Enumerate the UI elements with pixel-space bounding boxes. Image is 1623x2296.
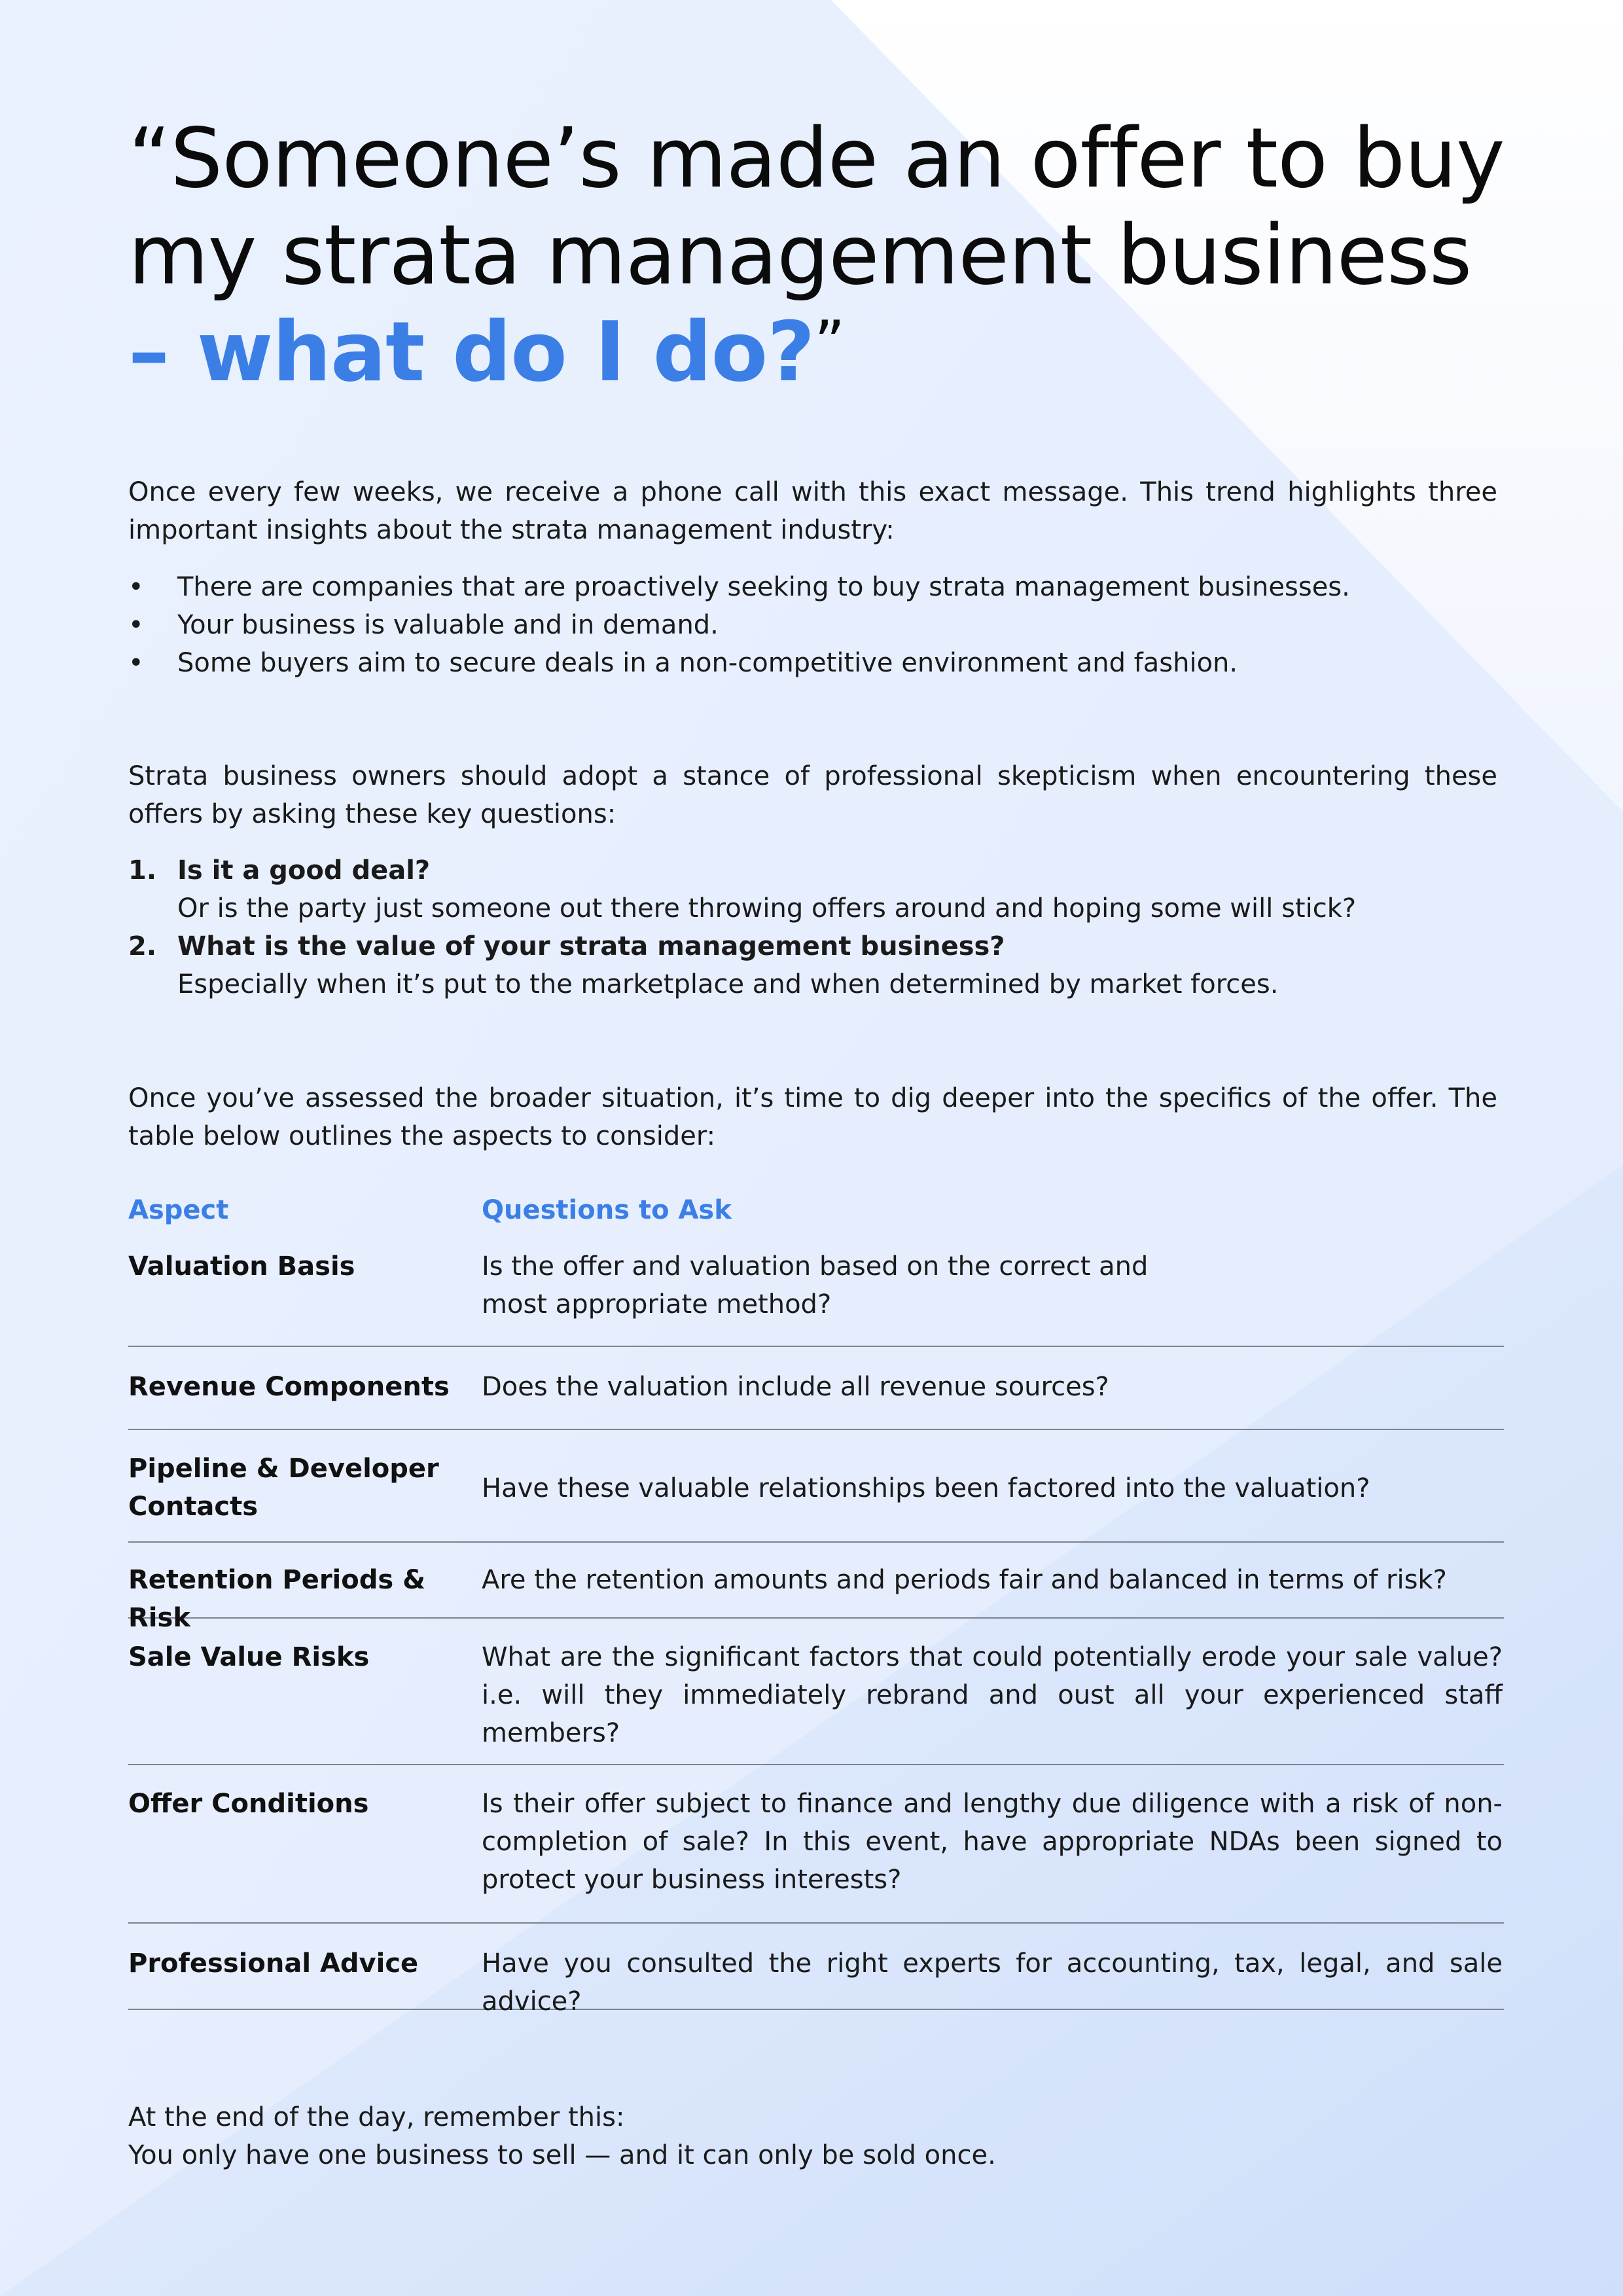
question-cell: What are the significant factors that could potentially erode your sale value? i.e. will they immediately rebrand and oust all your experienced staff members?	[482, 1642, 1503, 1748]
insight-list	[128, 568, 1503, 682]
question-cell: Is their offer subject to finance and lengthy due diligence with a risk of non-completion of sale? In this event, have appropriate NDAs been signed to protect your business interests?	[482, 1789, 1503, 1895]
table-row	[128, 1765, 1504, 1924]
table-row	[128, 1543, 1504, 1633]
aspect-cell: Revenue Components	[128, 1372, 450, 1402]
header-questions: Questions to Ask	[482, 1195, 732, 1225]
closing-note	[128, 2098, 1503, 2174]
aspect-cell: Professional Advice	[128, 1948, 419, 1979]
page-title	[128, 110, 1568, 401]
aspects-table	[128, 1191, 1504, 2017]
question-line: most appropriate method?	[482, 1289, 832, 1319]
key-question-detail: Especially when it’s put to the marketplace and when determined by market forces.	[177, 969, 1279, 999]
list-item-text: There are companies that are proactively seeking to buy strata management businesses.	[177, 572, 1350, 602]
question-cell: Does the valuation include all revenue sources?	[482, 1372, 1109, 1402]
table-header	[128, 1191, 1504, 1233]
table-row	[128, 1619, 1504, 1765]
table-row	[128, 1233, 1504, 1347]
title-line-1: “Someone’s made an offer to buy	[128, 110, 1505, 206]
list-item	[128, 568, 1503, 606]
bullet-icon: •	[128, 648, 144, 678]
aspect-cell: Valuation Basis	[128, 1251, 355, 1282]
table-row	[128, 1924, 1504, 2017]
aspect-line: Pipeline & Developer	[128, 1454, 439, 1484]
intro-paragraph: Once every few weeks, we receive a phone call with this exact message. This trend highlights three important insights about the strata management industry:	[128, 477, 1497, 545]
list-item	[128, 852, 1503, 927]
list-item-text: Your business is valuable and in demand.	[177, 610, 719, 640]
list-item-text: Some buyers aim to secure deals in a non-competitive environment and fashion.	[177, 648, 1238, 678]
title-accent: – what do I do?	[128, 304, 815, 400]
question-line: Is the offer and valuation based on the correct and	[482, 1251, 1149, 1282]
table-row	[128, 1347, 1504, 1430]
title-line-2: my strata management business	[128, 207, 1472, 303]
aspect-cell: Sale Value Risks	[128, 1642, 370, 1672]
key-questions-list	[128, 852, 1503, 1003]
list-item	[128, 644, 1503, 682]
item-number: 1.	[128, 855, 157, 886]
aspect-cell: Retention Periods & Risk	[128, 1565, 425, 1633]
bullet-icon: •	[128, 572, 144, 602]
closing-line-2: You only have one business to sell — and it can only be sold once.	[128, 2140, 996, 2170]
table-row	[128, 1430, 1504, 1543]
question-cell: Are the retention amounts and periods fair and balanced in terms of risk?	[482, 1565, 1447, 1595]
question-cell: Have you consulted the right experts for accounting, tax, legal, and sale advice?	[482, 1948, 1503, 2017]
list-item	[128, 927, 1503, 1003]
key-question-detail: Or is the party just someone out there throwing offers around and hoping some will stick?	[177, 893, 1357, 924]
aspect-cell	[128, 1450, 482, 1541]
item-number: 2.	[128, 931, 157, 961]
closing-line-1: At the end of the day, remember this:	[128, 2102, 625, 2132]
key-question: Is it a good deal?	[177, 855, 431, 886]
aspect-line: Contacts	[128, 1492, 259, 1522]
header-aspect: Aspect	[128, 1195, 229, 1225]
key-question: What is the value of your strata management business?	[177, 931, 1005, 961]
question-cell: Have these valuable relationships been factored into the valuation?	[482, 1473, 1370, 1503]
question-cell	[482, 1247, 1503, 1346]
bullet-icon: •	[128, 610, 144, 640]
aspect-cell: Offer Conditions	[128, 1789, 369, 1819]
table-intro-paragraph: Once you’ve assessed the broader situation, it’s time to dig deeper into the specifics of the offer. The table below outlines the aspects to consider:	[128, 1083, 1497, 1151]
questions-paragraph: Strata business owners should adopt a stance of professional skepticism when encountering these offers by asking these key questions:	[128, 761, 1497, 829]
title-close-quote: ”	[814, 308, 844, 377]
list-item	[128, 606, 1503, 644]
